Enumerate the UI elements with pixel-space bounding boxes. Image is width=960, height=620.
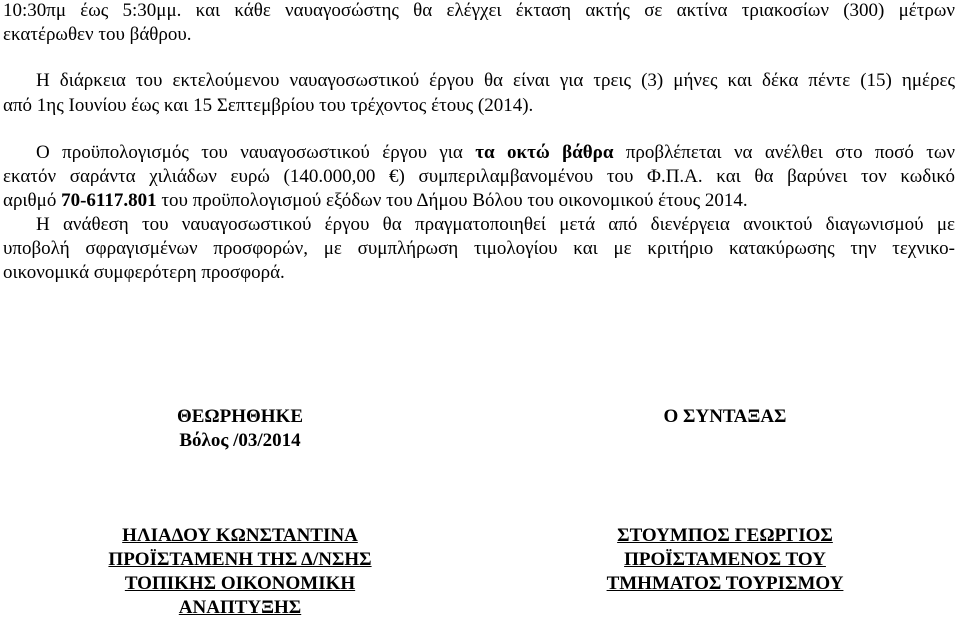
- budget-text-b: προβλέπεται να ανέλθει στο ποσό των: [613, 142, 955, 163]
- budget-code: 70-6117.801: [61, 190, 157, 211]
- paragraph-2-line-1: Η διάρκεια του εκτελούμενου ναυαγοσωστικού έργου θα είναι για τρεις (3) μήνες και δέκα πέντε (15) ημέρες: [36, 70, 955, 91]
- paragraph-3-line-1: [36, 141, 955, 165]
- right-signatory-name: ΣΤΟΥΜΠΟΣ ΓΕΩΡΓΙΟΣ: [617, 525, 833, 546]
- author-title: Ο ΣΥΝΤΑΞΑΣ: [663, 406, 787, 427]
- budget-text-a: Ο προϋπολογισμός του ναυαγοσωστικού έργου για: [36, 142, 476, 163]
- paragraph-1-line-2: εκατέρωθεν του βάθρου.: [3, 24, 192, 45]
- budget-text-bold: τα οκτώ βάθρα: [475, 142, 614, 163]
- approved-place-date: Βόλος /03/2014: [179, 430, 301, 451]
- left-signatory-name: ΗΛΙΑΔΟΥ ΚΩΝΣΤΑΝΤΙΝΑ: [122, 525, 358, 546]
- paragraph-1-line-1: 10:30πμ έως 5:30μμ. και κάθε ναυαγοσώστης θα ελέγχει έκταση ακτής σε ακτίνα τριακοσίων (300) μέτρων: [3, 0, 955, 21]
- right-signatory-role-2: ΤΜΗΜΑΤΟΣ ΤΟΥΡΙΣΜΟΥ: [606, 573, 844, 594]
- left-signatory-role-3: ΑΝΑΠΤΥΞΗΣ: [178, 597, 302, 618]
- paragraph-4-line-3: οικονομικά συμφερότερη προσφορά.: [3, 262, 285, 283]
- right-signatory-role-1: ΠΡΟΪΣΤΑΜΕΝΟΣ ΤΟΥ: [624, 549, 826, 570]
- code-description: του προϋπολογισμού εξόδων του Δήμου Βόλου του οικονομικού έτους 2014.: [156, 190, 748, 211]
- paragraph-4-line-2: υποβολή σφραγισμένων προσφορών, με συμπλήρωση τιμολογίου και με κριτήριο κατακύρωσης την τεχνικο-: [3, 238, 955, 259]
- left-signatory-role-2: ΤΟΠΙΚΗΣ ΟΙΚΟΝΟΜΙΚΗ: [124, 573, 356, 594]
- paragraph-4-line-1: Η ανάθεση του ναυαγοσωστικού έργου θα πραγματοποιηθεί μετά από διενέργεια ανοικτού διαγωνισμού με: [36, 214, 955, 235]
- paragraph-3-line-2: εκατόν σαράντα χιλιάδων ευρώ (140.000,00 €) συμπεριλαμβανομένου του Φ.Π.Α. και θα βαρύνει τον κωδικό: [3, 166, 955, 187]
- left-signatory-role-1: ΠΡΟΪΣΤΑΜΕΝΗ ΤΗΣ Δ/ΝΣΗΣ: [108, 549, 372, 570]
- paragraph-2-line-2: από 1ης Ιουνίου έως και 15 Σεπτεμβρίου του τρέχοντος έτους (2014).: [3, 95, 534, 116]
- code-label: αριθμό: [3, 190, 62, 211]
- approved-title: ΘΕΩΡΗΘΗΚΕ: [176, 406, 304, 427]
- paragraph-3-line-3: [3, 189, 748, 213]
